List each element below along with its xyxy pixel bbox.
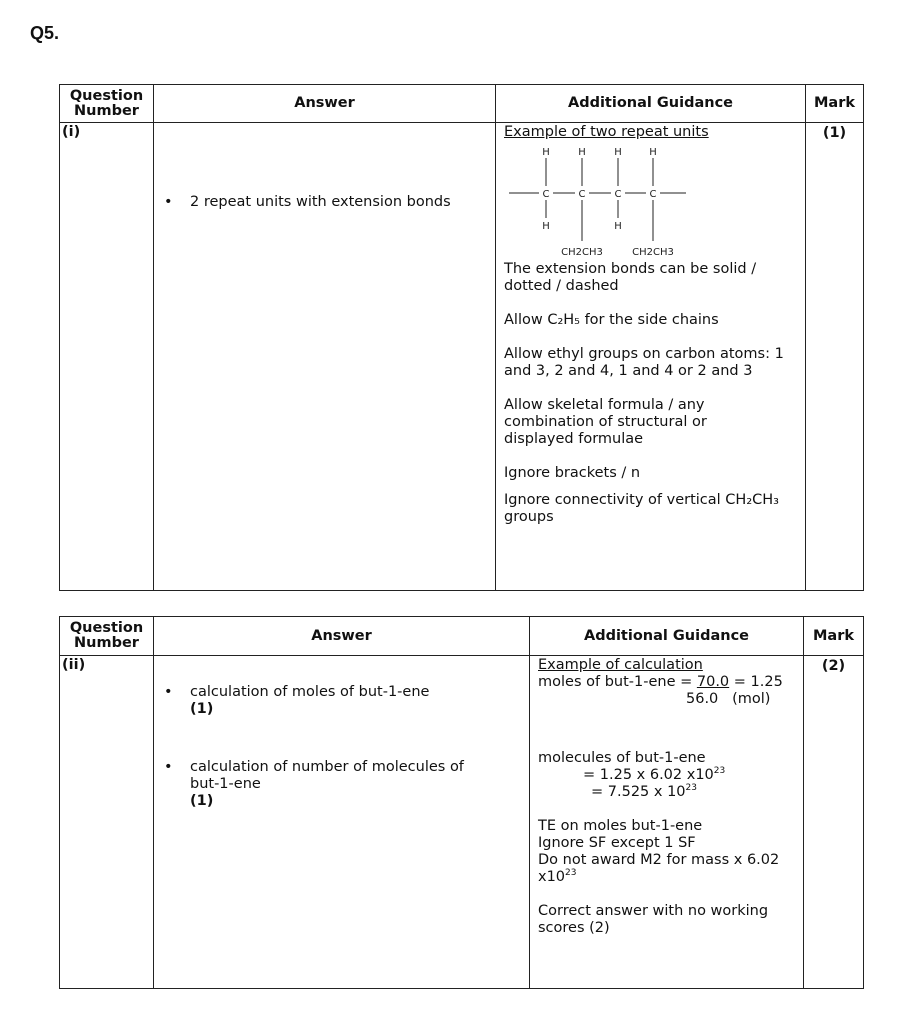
polymer-repeat-unit-structure (504, 143, 694, 263)
h-atom: H (578, 147, 586, 158)
question-number-ii: (ii) (60, 656, 154, 989)
guidance-note: Allow skeletal formula / any combination of structural or displayed formulae (504, 397, 707, 447)
answer-cell-ii (154, 656, 530, 989)
molecules-line2: = 7.525 x $10^{23}$ (591, 783, 697, 800)
h-atom: H (649, 147, 657, 158)
molecules-line1: = 1.25 x 6.02 $x10^{23}$ (583, 766, 726, 783)
mark-ii: (2) (804, 656, 864, 989)
header-mark: Mark (804, 617, 864, 656)
guidance-cell-ii (530, 656, 804, 989)
header-guidance: Additional Guidance (530, 617, 804, 656)
header-question-number: Question Number (60, 85, 154, 123)
header-guidance: Additional Guidance (496, 85, 806, 123)
guidance-note: Ignore connectivity of vertical CH₂CH₃ groups (504, 492, 779, 525)
guidance-note: Correct answer with no working scores (2) (538, 903, 769, 936)
answer-point-molecules: • calculation of number of molecules of but-1-ene (154, 759, 490, 793)
h-atom: H (614, 221, 622, 232)
mark-scheme-table-i (59, 84, 864, 591)
guidance-note: Ignore SF except 1 SF (538, 835, 696, 851)
c-atom: C (578, 189, 586, 200)
answer-point-mark: (1) (190, 793, 214, 809)
header-answer: Answer (154, 617, 530, 656)
question-label: Q5. (30, 23, 60, 43)
guidance-note: Allow ethyl groups on carbon atoms: 1 and 3, 2 and 4, 1 and 4 or 2 and 3 (504, 346, 784, 379)
moles-calculation: moles of but-1-ene = 70.0 = 1.25 (538, 674, 783, 690)
calc-title: Example of calculation (538, 657, 703, 673)
h-atom: H (542, 147, 550, 158)
mark-i: (1) (806, 123, 864, 591)
h-atom: H (542, 221, 550, 232)
guidance-note: Allow C₂H₅ for the side chains (504, 312, 719, 328)
guidance-note: The extension bonds can be solid / dotted / dashed (504, 261, 757, 294)
c-atom: C (649, 189, 657, 200)
side-chain-label: CH2CH3 (561, 247, 603, 258)
mark-scheme-table-ii (59, 616, 864, 989)
guidance-note: Do not award M2 for mass x 6.02 $x10^{23}$ (538, 852, 780, 885)
header-question-number: Question Number (60, 617, 154, 656)
header-mark: Mark (806, 85, 864, 123)
guidance-title-i: Example of two repeat units (504, 124, 709, 140)
guidance-cell-i (496, 123, 806, 591)
c-atom: C (542, 189, 550, 200)
answer-point-i: • 2 repeat units with extension bonds (154, 194, 495, 211)
molecules-label: molecules of but-1-ene (538, 750, 706, 766)
header-answer: Answer (154, 85, 496, 123)
answer-cell-i (154, 123, 496, 591)
side-chain-label: CH2CH3 (632, 247, 674, 258)
answer-point-mark: (1) (190, 701, 214, 717)
moles-denominator: 56.0 (mol) (686, 691, 771, 707)
h-atom: H (614, 147, 622, 158)
answer-point-moles: • calculation of moles of but-1-ene (154, 684, 529, 701)
guidance-note: TE on moles but-1-ene (538, 818, 703, 834)
question-number-i: (i) (60, 123, 154, 591)
c-atom: C (614, 189, 622, 200)
guidance-note: Ignore brackets / n (504, 465, 641, 481)
